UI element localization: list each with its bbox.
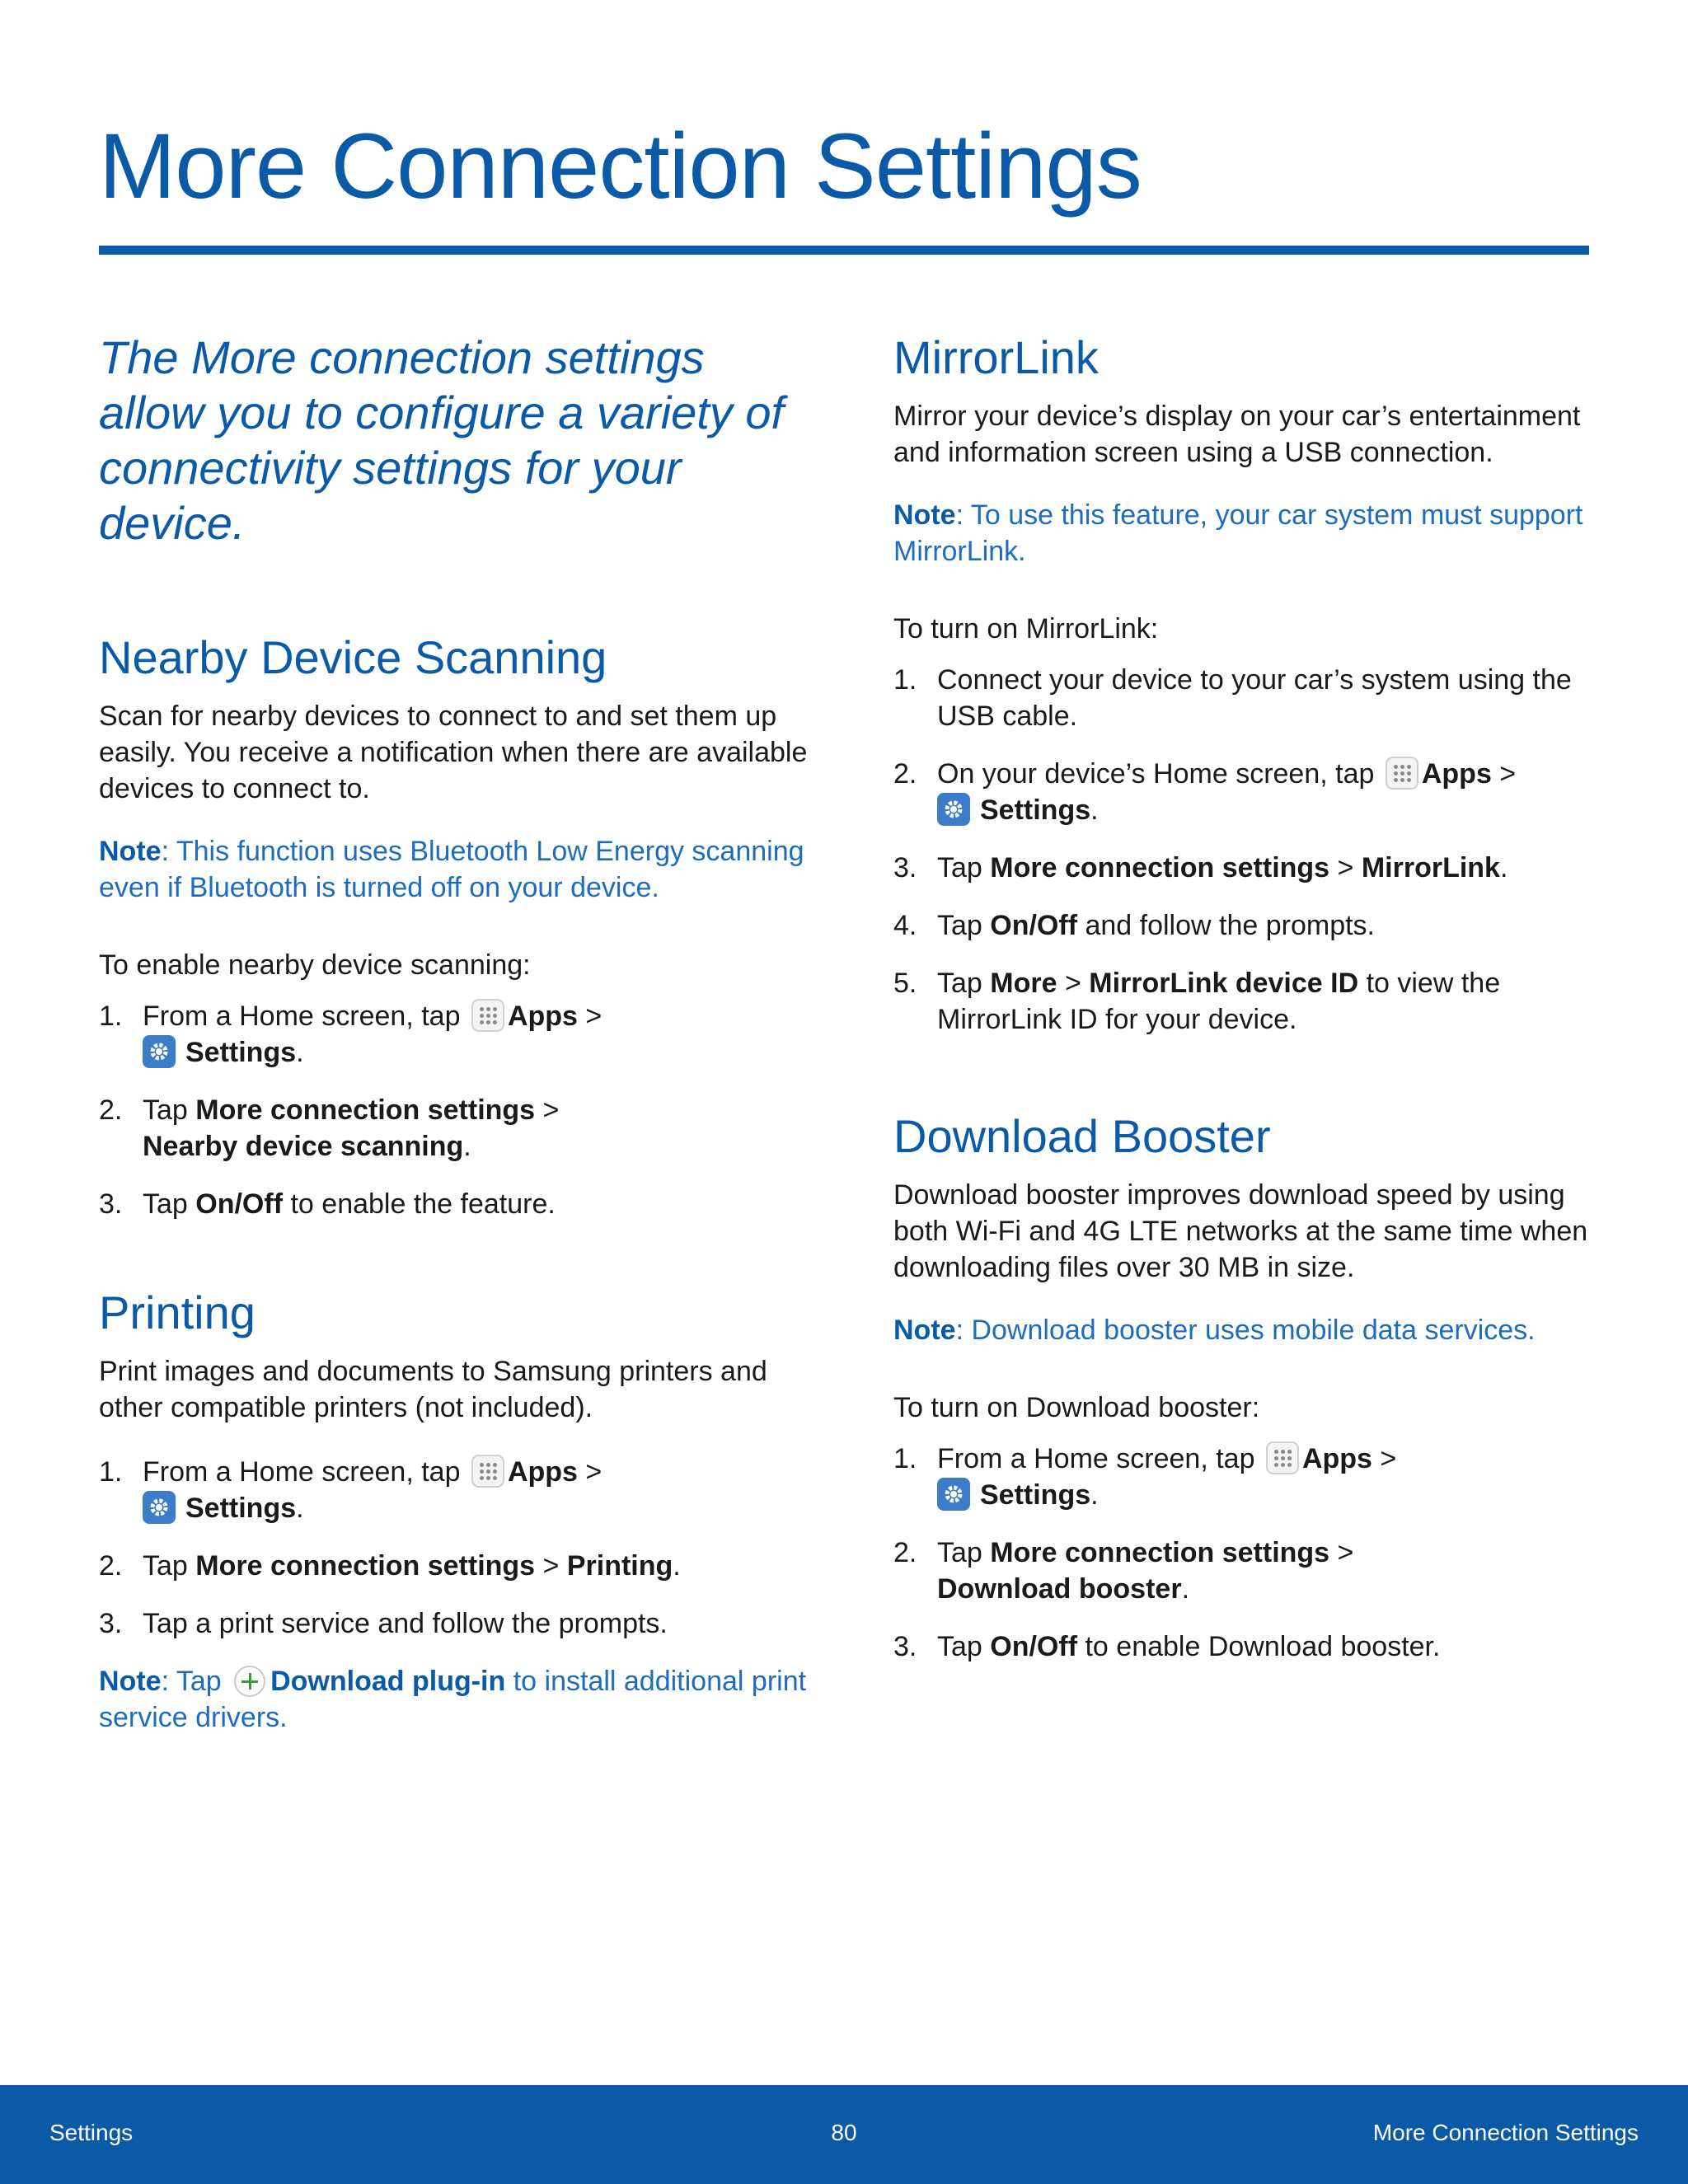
nearby-heading: Nearby Device Scanning <box>99 631 607 683</box>
list-item: 2. On your device’s Home screen, tap Apps > Settings. <box>893 758 1517 827</box>
footer-page-number: 80 <box>831 2120 857 2145</box>
add-plus-icon <box>234 1666 265 1697</box>
title-rule <box>99 246 1589 255</box>
page-footer <box>0 2085 1688 2184</box>
apps-icon <box>1386 757 1418 790</box>
download-booster-section <box>893 1108 1611 1665</box>
printing-note: Note: Tap Download plug-in to install additional print service drivers. <box>99 1666 807 1734</box>
apps-icon <box>471 999 504 1032</box>
right-column <box>893 330 1611 1686</box>
apps-icon <box>1266 1441 1299 1474</box>
list-item: 5. Tap More > MirrorLink device ID to view the MirrorLink ID for your device. <box>893 968 1501 1036</box>
list-item: 2. Tap More connection settings > Nearby device scanning. <box>99 1094 560 1163</box>
list-item: 1. Connect your device to your car’s system using the USB cable. <box>893 664 1572 733</box>
settings-gear-icon <box>143 1035 176 1068</box>
apps-icon <box>471 1455 504 1488</box>
printing-steps <box>99 1454 808 1642</box>
list-item: 1. From a Home screen, tap Apps > Settings. <box>893 1443 1397 1511</box>
printing-body: Print images and documents to Samsung printers and other compatible printers (not included). <box>99 1356 767 1424</box>
nearby-device-scanning-section <box>99 630 808 1222</box>
list-item: 3. Tap More connection settings > MirrorLink. <box>893 852 1508 884</box>
mirrorlink-heading: MirrorLink <box>893 331 1099 383</box>
nearby-lead: To enable nearby device scanning: <box>99 949 531 982</box>
list-item: 3. Tap On/Off to enable the feature. <box>99 1188 556 1221</box>
list-item: 4. Tap On/Off and follow the prompts. <box>893 910 1375 942</box>
footer-chapter-label: More Connection Settings <box>1372 2120 1639 2145</box>
left-column <box>99 330 808 1736</box>
list-item: 1. From a Home screen, tap Apps > Settings. <box>99 1001 603 1069</box>
booster-lead: To turn on Download booster: <box>893 1392 1260 1424</box>
mirrorlink-body: Mirror your device’s display on your car’s entertainment and information screen using a USB connection. <box>893 401 1581 469</box>
settings-gear-icon <box>937 1478 970 1511</box>
nearby-body: Scan for nearby devices to connect to and set them up easily. You receive a notification when there are available devices to connect to. <box>99 701 808 805</box>
settings-gear-icon <box>143 1491 176 1524</box>
mirrorlink-lead: To turn on MirrorLink: <box>893 613 1159 645</box>
intro-text: The More connection settings allow you to configure a variety of connectivity settings for your device. <box>99 331 785 549</box>
mirrorlink-section <box>893 330 1611 1038</box>
printing-section <box>99 1285 808 1736</box>
mirrorlink-steps <box>893 662 1611 1038</box>
mirrorlink-note: Note: To use this feature, your car system must support MirrorLink. <box>893 499 1583 568</box>
list-item: 3. Tap On/Off to enable Download booster. <box>893 1631 1441 1663</box>
page-title: More Connection Settings <box>99 115 1142 218</box>
printing-heading: Printing <box>99 1286 256 1339</box>
list-item: 1. From a Home screen, tap Apps > Settings. <box>99 1456 603 1525</box>
footer-section-label: Settings <box>49 2120 134 2145</box>
list-item: 2. Tap More connection settings > Download booster. <box>893 1537 1354 1605</box>
nearby-steps <box>99 998 808 1222</box>
booster-body: Download booster improves download speed by using both Wi-Fi and 4G LTE networks at the same time when downloading files over 30 MB in size. <box>893 1179 1588 1284</box>
booster-heading: Download Booster <box>893 1110 1271 1163</box>
nearby-note: Note: This function uses Bluetooth Low Energy scanning even if Bluetooth is turned off on your device. <box>99 836 804 904</box>
list-item: 2. Tap More connection settings > Printing. <box>99 1550 681 1582</box>
booster-steps <box>893 1441 1611 1665</box>
settings-gear-icon <box>937 793 970 826</box>
booster-note: Note: Download booster uses mobile data services. <box>893 1315 1536 1347</box>
list-item: 3. Tap a print service and follow the prompts. <box>99 1608 668 1640</box>
